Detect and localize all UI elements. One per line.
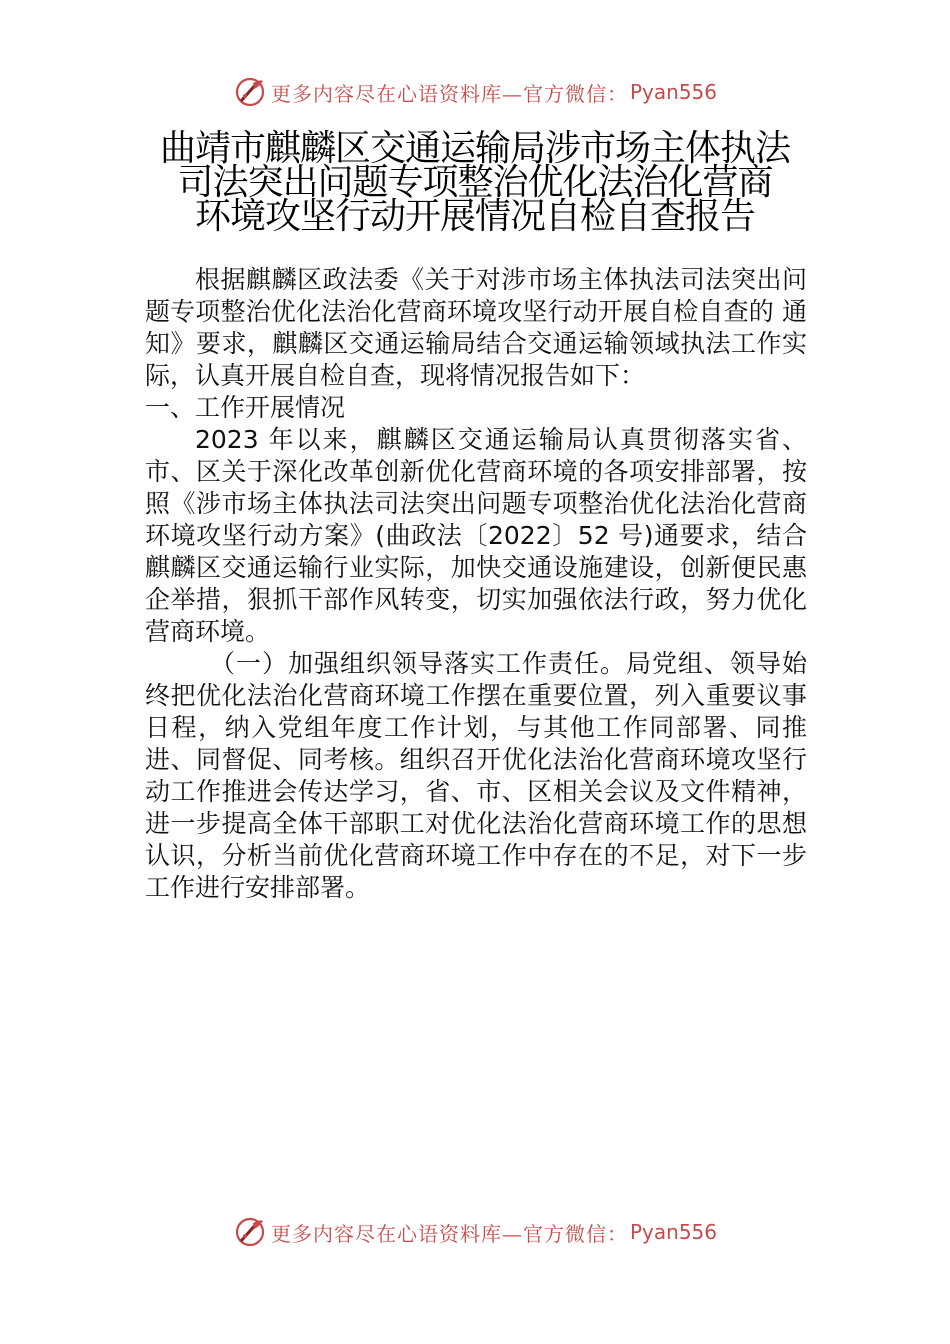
watermark-header: [0, 72, 950, 112]
watermark-text: 更多内容尽在心语资料库—官方微信：: [270, 1221, 628, 1246]
title-line-1: 曲靖市麒麟区交通运输局涉市场主体执法: [159, 128, 790, 169]
section-paragraph: 2023 年以来，麒麟区交通运输局认真贯彻落实省、市、区关于深化改革创新优化营商环境的各项安排部署，按照《涉市场主体执法司法突出问题专项整治优化法治化营商 环境攻坚行动方案》(曲政法〔2022〕52 号)通要求，结合麒麟区交通运输行业实际，加快交通设施建设，创新便民惠企举措，狠抓干部作风转变，切实加强依法行政，努力优化营商环境。: [145, 425, 807, 646]
document-title: [100, 128, 850, 237]
quill-logo-icon: [233, 1215, 267, 1249]
subsection-paragraph: （一）加强组织领导落实工作责任。局党组、领导始终把优化法治化营商环境工作摆在重要位置，列入重要议事日程，纳入党组年度工作计划，与其他工作同部署、同推进、同督促、同考核。组织召开优化法治化营商环境攻坚行动工作推进会传达学习，省、市、区相关会议及文件精神，进一步提高全体干部职工对优化法治化营商环境工作的思想认识，分析当前优化营商环境工作中存在的不足，对下一步工作进行安排部署。: [145, 649, 807, 902]
watermark-text: 更多内容尽在心语资料库—官方微信：: [270, 81, 628, 106]
watermark-wechat-id: Pyan556: [629, 1220, 717, 1244]
section-heading: 一、工作开展情况: [145, 393, 346, 422]
title-line-2: 司法突出问题专项整治优化法治化营商: [177, 162, 773, 203]
document-body: [145, 264, 807, 904]
intro-paragraph: 根据麒麟区政法委《关于对涉市场主体执法司法突出问题专项整治优化法治化营商环境攻坚行动开展自检自查的 通知》要求，麒麟区交通运输局结合交通运输领域执法工作实际，认真开展自检自查，现将情况报告如下：: [145, 265, 807, 390]
watermark-wechat-id: Pyan556: [629, 80, 717, 104]
title-line-3: 环境攻坚行动开展情况自检自查报告: [194, 196, 755, 237]
watermark-footer: [0, 1212, 950, 1252]
quill-logo-icon: [233, 75, 267, 109]
